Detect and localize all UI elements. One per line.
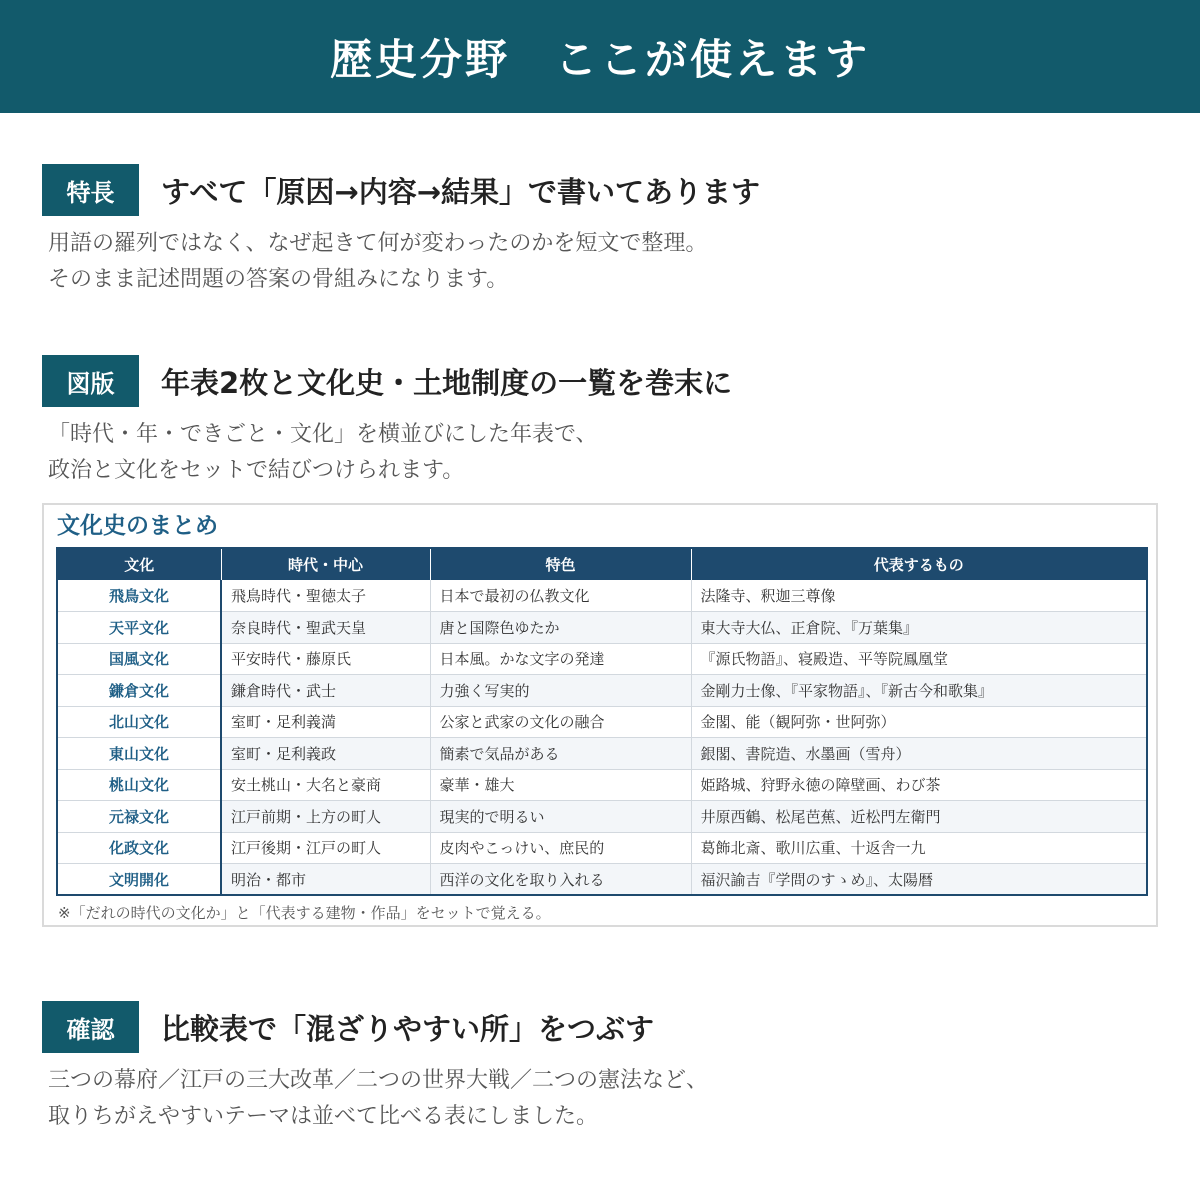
description-line: 政治と文化をセットで結びつけられます。 bbox=[48, 458, 465, 483]
section-heading-row bbox=[42, 355, 1158, 407]
column-header: 文化 bbox=[57, 548, 221, 580]
culture-name-cell: 北山文化 bbox=[57, 706, 221, 738]
description-line: そのまま記述問題の答案の骨組みになります。 bbox=[48, 267, 509, 292]
era-cell: 江戸前期・上方の町人 bbox=[221, 801, 430, 833]
culture-table bbox=[56, 547, 1148, 896]
era-cell: 室町・足利義政 bbox=[221, 738, 430, 770]
table-row bbox=[57, 706, 1147, 738]
table-row bbox=[57, 801, 1147, 833]
feature-cell: 公家と武家の文化の融合 bbox=[430, 706, 691, 738]
section-tag: 確認 bbox=[42, 1001, 139, 1053]
table-header-row bbox=[57, 548, 1147, 580]
column-header: 代表するもの bbox=[691, 548, 1147, 580]
description-line: 用語の羅列ではなく、なぜ起きて何が変わったのかを短文で整理。 bbox=[48, 231, 708, 256]
culture-name-cell: 鎌倉文化 bbox=[57, 675, 221, 707]
culture-name-cell: 国風文化 bbox=[57, 643, 221, 675]
column-header: 特色 bbox=[430, 548, 691, 580]
description-line: 「時代・年・できごと・文化」を横並びにした年表で、 bbox=[48, 422, 598, 447]
table-body bbox=[57, 580, 1147, 895]
section-description bbox=[42, 1063, 1158, 1135]
section-heading-row bbox=[42, 164, 1158, 216]
representative-cell: 福沢諭吉『学問のすゝめ』、太陽暦 bbox=[691, 864, 1147, 896]
column-header: 時代・中心 bbox=[221, 548, 430, 580]
representative-cell: 金剛力士像、『平家物語』、『新古今和歌集』 bbox=[691, 675, 1147, 707]
representative-cell: 銀閣、書院造、水墨画（雪舟） bbox=[691, 738, 1147, 770]
representative-cell: 東大寺大仏、正倉院、『万葉集』 bbox=[691, 612, 1147, 644]
feature-cell: 力強く写実的 bbox=[430, 675, 691, 707]
section-tag: 図版 bbox=[42, 355, 139, 407]
section-tag: 特長 bbox=[42, 164, 139, 216]
figures-section bbox=[42, 355, 1158, 489]
feature-cell: 西洋の文化を取り入れる bbox=[430, 864, 691, 896]
era-cell: 室町・足利義満 bbox=[221, 706, 430, 738]
representative-cell: 法隆寺、釈迦三尊像 bbox=[691, 580, 1147, 612]
era-cell: 明治・都市 bbox=[221, 864, 430, 896]
feature-section bbox=[42, 164, 1158, 298]
section-heading-row bbox=[42, 1001, 1158, 1053]
feature-cell: 日本風。かな文字の発達 bbox=[430, 643, 691, 675]
feature-cell: 現実的で明るい bbox=[430, 801, 691, 833]
table-row bbox=[57, 864, 1147, 896]
section-heading: すべて「原因→内容→結果」で書いてあります bbox=[161, 174, 761, 209]
era-cell: 奈良時代・聖武天皇 bbox=[221, 612, 430, 644]
culture-name-cell: 化政文化 bbox=[57, 832, 221, 864]
culture-name-cell: 元禄文化 bbox=[57, 801, 221, 833]
description-line: 三つの幕府／江戸の三大改革／二つの世界大戦／二つの憲法など、 bbox=[48, 1068, 709, 1093]
feature-cell: 日本で最初の仏教文化 bbox=[430, 580, 691, 612]
table-row bbox=[57, 738, 1147, 770]
culture-name-cell: 天平文化 bbox=[57, 612, 221, 644]
representative-cell: 金閣、能（観阿弥・世阿弥） bbox=[691, 706, 1147, 738]
representative-cell: 『源氏物語』、寝殿造、平等院鳳凰堂 bbox=[691, 643, 1147, 675]
section-heading: 年表2枚と文化史・土地制度の一覧を巻末に bbox=[161, 365, 733, 400]
check-section bbox=[42, 1001, 1158, 1135]
representative-cell: 井原西鶴、松尾芭蕉、近松門左衛門 bbox=[691, 801, 1147, 833]
feature-cell: 皮肉やこっけい、庶民的 bbox=[430, 832, 691, 864]
representative-cell: 葛飾北斎、歌川広重、十返舎一九 bbox=[691, 832, 1147, 864]
table-note: ※「だれの時代の文化か」と「代表する建物・作品」をセットで覚える。 bbox=[58, 904, 551, 922]
feature-cell: 簡素で気品がある bbox=[430, 738, 691, 770]
section-heading: 比較表で「混ざりやすい所」をつぶす bbox=[161, 1011, 655, 1046]
table-row bbox=[57, 643, 1147, 675]
era-cell: 飛鳥時代・聖徳太子 bbox=[221, 580, 430, 612]
description-line: 取りちがえやすいテーマは並べて比べる表にしました。 bbox=[48, 1104, 599, 1129]
feature-cell: 唐と国際色ゆたか bbox=[430, 612, 691, 644]
culture-summary-card bbox=[42, 503, 1158, 927]
era-cell: 江戸後期・江戸の町人 bbox=[221, 832, 430, 864]
era-cell: 鎌倉時代・武士 bbox=[221, 675, 430, 707]
table-row bbox=[57, 612, 1147, 644]
era-cell: 平安時代・藤原氏 bbox=[221, 643, 430, 675]
representative-cell: 姫路城、狩野永徳の障壁画、わび茶 bbox=[691, 769, 1147, 801]
era-cell: 安土桃山・大名と豪商 bbox=[221, 769, 430, 801]
card-title: 文化史のまとめ bbox=[57, 513, 218, 539]
culture-name-cell: 飛鳥文化 bbox=[57, 580, 221, 612]
table-row bbox=[57, 832, 1147, 864]
table-row bbox=[57, 675, 1147, 707]
page-header bbox=[0, 0, 1200, 113]
culture-name-cell: 文明開化 bbox=[57, 864, 221, 896]
culture-name-cell: 東山文化 bbox=[57, 738, 221, 770]
culture-name-cell: 桃山文化 bbox=[57, 769, 221, 801]
feature-cell: 豪華・雄大 bbox=[430, 769, 691, 801]
section-description bbox=[42, 417, 1158, 489]
table-row bbox=[57, 769, 1147, 801]
section-description bbox=[42, 226, 1158, 298]
table-row bbox=[57, 580, 1147, 612]
page-title: 歴史分野 ここが使えます bbox=[329, 34, 870, 84]
